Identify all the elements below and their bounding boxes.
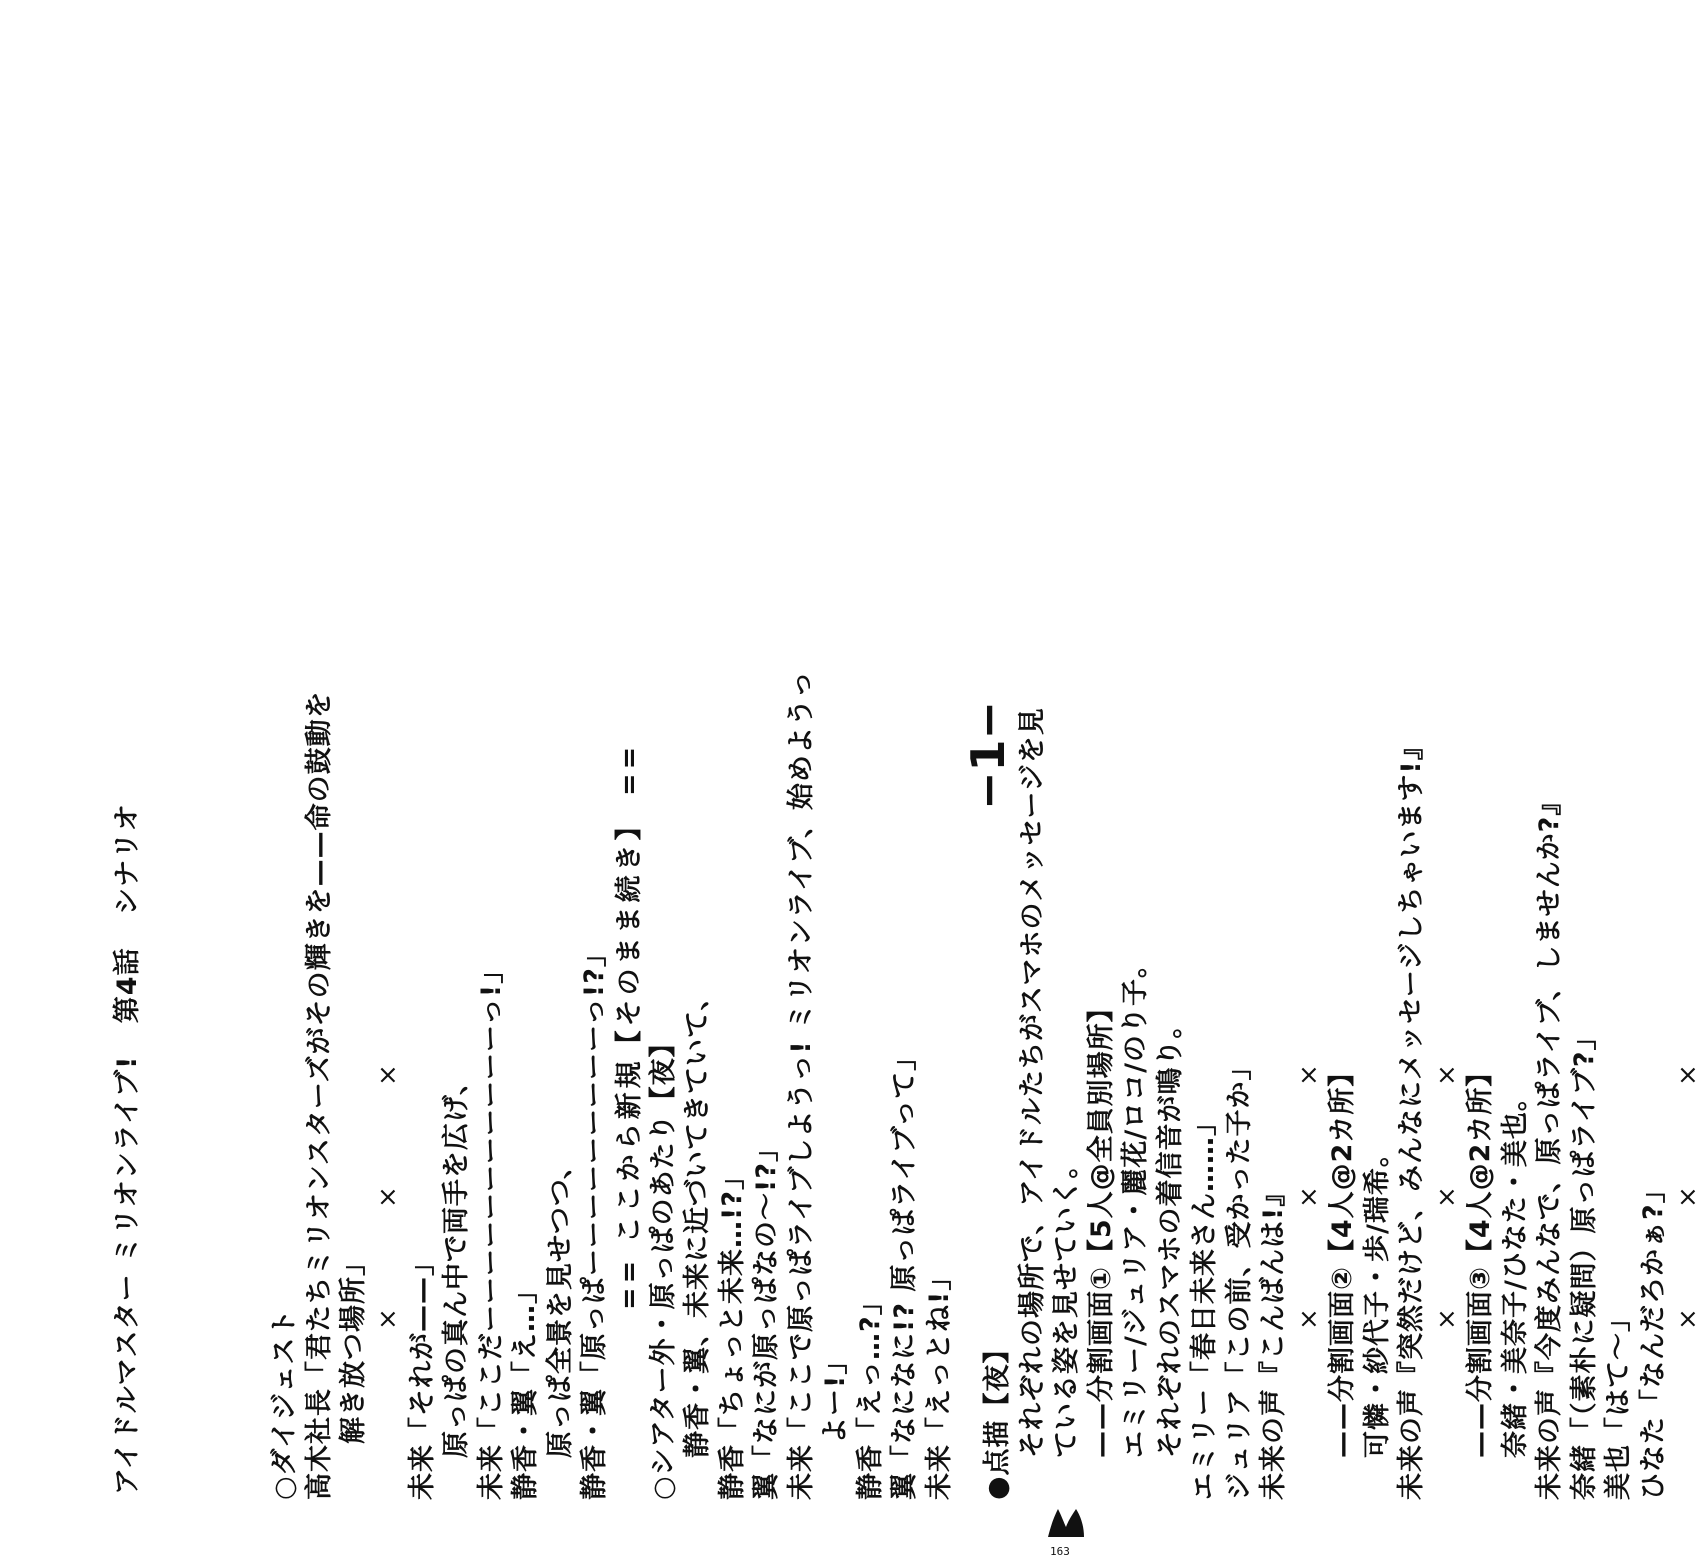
break-mark: × <box>1673 1186 1703 1208</box>
dialogue-line: 静香・翼「え…」 <box>510 1276 541 1500</box>
break-mark: × <box>1294 1308 1324 1330</box>
dialogue-line: 未来「それが——」 <box>407 1248 438 1500</box>
dialogue-line: エミリー「春日未来さん……」 <box>1189 1108 1220 1500</box>
scene-heading: ●点描【夜】 <box>982 1335 1013 1500</box>
dialogue-line: 静香・翼「原っぱーーーーーーーーーっ!?」 <box>579 939 610 1500</box>
dialogue-line: 未来「ここで原っぱライブしようっ! ミリオンライブ、始めようっ <box>786 669 817 1500</box>
stage-direction: それぞれの場所で、アイドルたちがスマホのメッセージを見 <box>1017 707 1048 1458</box>
dialogue-continuation: 解き放つ場所」 <box>338 1248 369 1444</box>
stage-direction: 原っぱの真ん中で両手を広げ、 <box>441 1067 472 1458</box>
break-mark: × <box>1432 1308 1462 1330</box>
stage-direction: エミリー/ジュリア・麗花/ロコ/のり子。 <box>1120 949 1151 1458</box>
stage-direction: 可憐・紗代子・歩/瑞希。 <box>1362 1139 1393 1458</box>
dialogue-line: 美也「はて～」 <box>1603 1304 1634 1500</box>
series-title: アイドルマスター ミリオンライブ! <box>112 1055 143 1495</box>
break-mark: × <box>373 1308 403 1330</box>
stage-direction: 静香・翼、未来に近づいてきていて、 <box>682 982 713 1458</box>
dialogue-line: 未来の声『今度みんなで、原っぱライブ、しませんか?』 <box>1534 787 1565 1500</box>
break-mark: × <box>1673 1308 1703 1330</box>
dialogue-line: 未来「ここだーーーーーーーーーーーっ!」 <box>476 955 507 1500</box>
stage-direction: 奈緒・美奈子/ひなた・美也。 <box>1500 1083 1531 1458</box>
split-screen-direction: ——分割画面①【5人@全員別場所】 <box>1086 994 1117 1458</box>
bird-logo-icon <box>1046 1503 1086 1543</box>
dialogue-line: ジュリア「この前、受かった子か」 <box>1224 1052 1255 1500</box>
dialogue-line: 静香「ちょっと未来…!?」 <box>717 1162 748 1500</box>
split-screen-direction: ——分割画面③【4人@2カ所】 <box>1465 1058 1496 1458</box>
break-mark: × <box>1673 1064 1703 1086</box>
break-mark: × <box>373 1186 403 1208</box>
dialogue-line: ひなた「なんだろかぁ?」 <box>1638 1175 1669 1500</box>
page-number: −1− <box>961 700 1015 810</box>
section-separator: == ここから新規【そのまま続き】 == <box>614 742 645 1310</box>
scene-heading: ○ダイジェスト <box>269 1308 300 1500</box>
stage-direction: それぞれのスマホの着信音が鳴り。 <box>1155 1010 1186 1458</box>
dialogue-continuation: よー!」 <box>820 1346 851 1444</box>
dialogue-line: 翼「なにが原っぱなの～!?」 <box>751 1134 782 1500</box>
document-type: シナリオ <box>112 803 143 915</box>
header-title <box>105 781 144 1495</box>
scene-break <box>1671 60 1705 1500</box>
dialogue-line: 翼「なになに!? 原っぱライブって」 <box>889 1042 920 1500</box>
dialogue-line: 静香「えっ…?」 <box>855 1287 886 1500</box>
break-mark: × <box>373 1064 403 1086</box>
scene-heading: ○シアター外・原っぱのあたり【夜】 <box>648 1029 679 1500</box>
break-mark: × <box>1294 1064 1324 1086</box>
dialogue-line: 未来の声『突然だけど、みんなにメッセージしちゃいます!』 <box>1396 732 1427 1500</box>
break-mark: × <box>1432 1186 1462 1208</box>
episode-label: 第4話 <box>112 947 143 1024</box>
dialogue-line: 高木社長「君たちミリオンスターズがその輝きを——命の鼓動を <box>304 690 335 1500</box>
dialogue-line: 未来の声『こんばんは!』 <box>1258 1178 1289 1500</box>
scene-break <box>1430 60 1464 1500</box>
scene-break <box>371 60 405 1500</box>
dialogue-line: 奈緒「（素朴に疑問）原っぱライブ?」 <box>1569 1022 1600 1500</box>
break-mark: × <box>1432 1064 1462 1086</box>
stage-direction: ている姿を見せていく。 <box>1051 1150 1082 1458</box>
scene-break <box>1292 60 1326 1500</box>
dialogue-line: 未来「えっとね!」 <box>924 1262 955 1500</box>
break-mark: × <box>1294 1186 1324 1208</box>
scan-page-number: 163 <box>1050 1545 1070 1558</box>
stage-direction: 原っぱ全景を見せつつ、 <box>545 1151 576 1458</box>
split-screen-direction: ——分割画面②【4人@2カ所】 <box>1327 1058 1358 1458</box>
